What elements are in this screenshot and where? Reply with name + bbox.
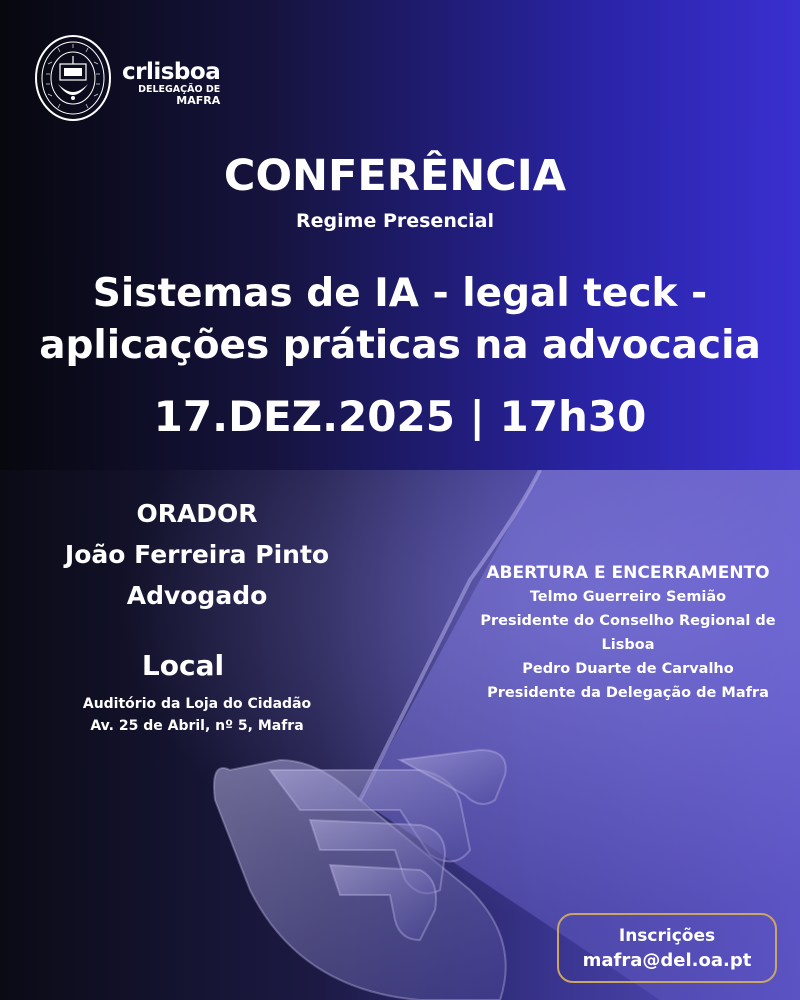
- ordem-advogados-seal: [34, 34, 112, 122]
- brand-location: MAFRA: [176, 94, 221, 107]
- registration-email-link[interactable]: mafra@del.oa.pt: [582, 950, 752, 971]
- event-topic-line1: Sistemas de IA - legal teck -: [92, 271, 708, 316]
- speaker-name: João Ferreira Pinto: [64, 540, 330, 569]
- brand-block: [122, 60, 220, 106]
- location-address: [0, 693, 394, 737]
- location-heading: Local: [141, 649, 225, 682]
- brand-subtitle: DELEGAÇÃO DE: [138, 84, 221, 95]
- location-line1: Auditório da Loja do Cidadão: [82, 696, 312, 712]
- event-datetime: 17.DEZ.2025 | 17h30: [153, 392, 647, 441]
- speaker-role: Advogado: [126, 581, 268, 610]
- opening-heading: ABERTURA E ENCERRAMENTO: [486, 563, 770, 583]
- speaker-block: [0, 493, 394, 616]
- event-type: CONFERÊNCIA: [223, 151, 567, 201]
- opening-line: Presidente da Delegação de Mafra: [487, 685, 769, 701]
- opening-line: Telmo Guerreiro Semião: [529, 589, 727, 605]
- opening-line: Presidente do Conselho Regional de: [480, 613, 776, 629]
- location-line2: Av. 25 de Abril, nº 5, Mafra: [90, 718, 304, 734]
- event-topic-line2: aplicações práticas na advocacia: [39, 323, 761, 368]
- event-topic: [0, 268, 800, 372]
- brand-name: crlisboa: [122, 59, 221, 85]
- opening-closing-block: [466, 561, 790, 705]
- opening-line: Lisboa: [601, 637, 655, 653]
- speaker-heading: ORADOR: [136, 499, 258, 528]
- event-mode: Regime Presencial: [296, 210, 494, 232]
- registration-box[interactable]: [557, 913, 777, 983]
- opening-line: Pedro Duarte de Carvalho: [522, 661, 734, 677]
- registration-label: Inscrições: [618, 926, 716, 946]
